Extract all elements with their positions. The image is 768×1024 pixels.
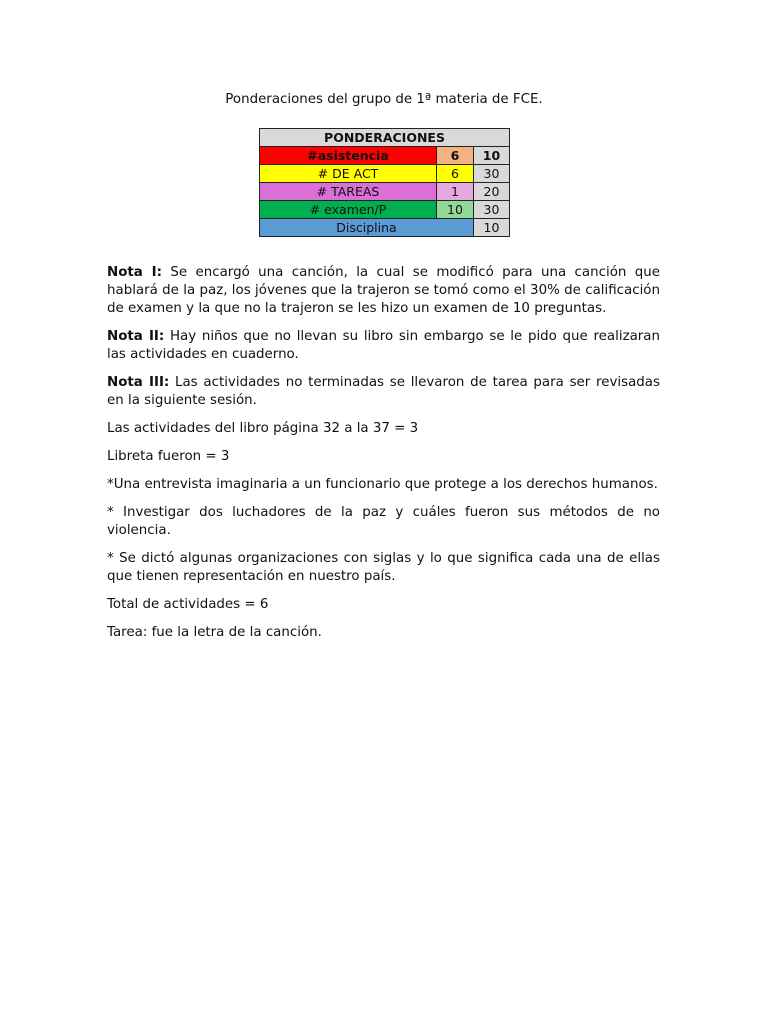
note-paragraph xyxy=(107,264,660,318)
table-header-row xyxy=(260,129,510,147)
table-row xyxy=(260,147,510,165)
note-label: Nota III: xyxy=(107,375,170,390)
paragraph: *Una entrevista imaginaria a un funcionario que protege a los derechos humanos. xyxy=(107,477,658,492)
paragraph: Total de actividades = 6 xyxy=(107,597,269,612)
paragraph: * Investigar dos luchadores de la paz y cuáles fueron sus métodos de no violencia. xyxy=(107,505,660,538)
table-header: PONDERACIONES xyxy=(260,129,510,147)
paragraph: Las actividades del libro página 32 a la 37 = 3 xyxy=(107,421,419,436)
note-text: Se encargó una canción, la cual se modificó para una canción que hablará de la paz, los jóvenes que la trajeron se tomó como el 30% de calificación de examen y la que no la trajeron se les hizo un examen de 10 preguntas. xyxy=(107,265,660,316)
row-count: 10 xyxy=(437,201,474,219)
paragraph: Libreta fueron = 3 xyxy=(107,449,230,464)
document-body xyxy=(107,264,660,652)
row-weight: 30 xyxy=(474,201,510,219)
note-label: Nota II: xyxy=(107,329,165,344)
table-row xyxy=(260,201,510,219)
row-label: # DE ACT xyxy=(260,165,437,183)
page-title: Ponderaciones del grupo de 1ª materia de FCE. xyxy=(225,92,543,107)
row-label: # examen/P xyxy=(260,201,437,219)
table-row xyxy=(260,219,510,237)
paragraph: Tarea: fue la letra de la canción. xyxy=(107,625,322,640)
row-label: #asistencia xyxy=(260,147,437,165)
row-weight: 10 xyxy=(474,147,510,165)
row-label: # TAREAS xyxy=(260,183,437,201)
row-weight: 20 xyxy=(474,183,510,201)
note-paragraph xyxy=(107,328,660,364)
note-text: Hay niños que no llevan su libro sin embargo se le pido que realizaran las actividades en cuaderno. xyxy=(107,329,660,362)
note-paragraph xyxy=(107,374,660,410)
note-label: Nota I: xyxy=(107,265,162,280)
row-count: 6 xyxy=(437,147,474,165)
note-text: Las actividades no terminadas se llevaron de tarea para ser revisadas en la siguiente sesión. xyxy=(107,375,660,408)
row-label-disciplina: Disciplina xyxy=(260,219,474,237)
row-weight-disciplina: 10 xyxy=(474,219,510,237)
table-row xyxy=(260,165,510,183)
paragraph: * Se dictó algunas organizaciones con siglas y lo que significa cada una de ellas que tienen representación en nuestro país. xyxy=(107,551,660,584)
ponderaciones-table xyxy=(259,128,510,237)
row-weight: 30 xyxy=(474,165,510,183)
row-count: 1 xyxy=(437,183,474,201)
row-count: 6 xyxy=(437,165,474,183)
table-row xyxy=(260,183,510,201)
